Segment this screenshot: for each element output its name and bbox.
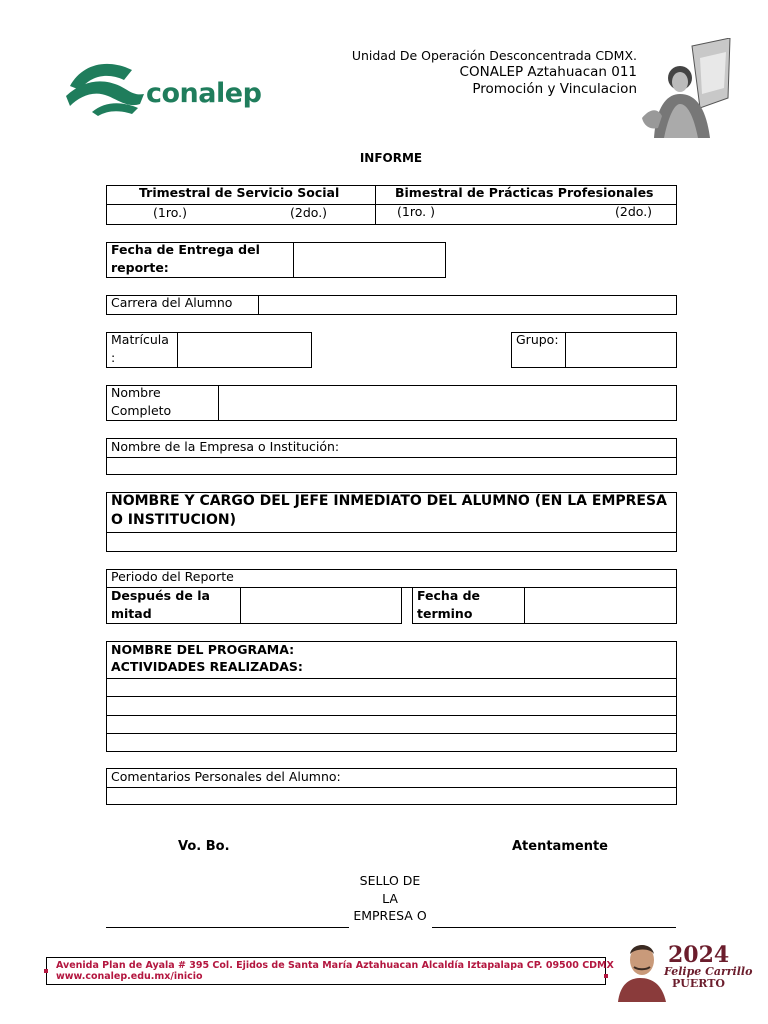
grupo-field[interactable]: [566, 333, 676, 367]
servicio-social-header: Trimestral de Servicio Social: [139, 185, 340, 200]
footer-address: Avenida Plan de Ayala # 395 Col. Ejidos de Santa María Aztahuacan Alcaldía Iztapalapa CP. 09500 CDMX: [56, 960, 614, 971]
jefe-field[interactable]: [107, 533, 676, 551]
practicas-2do-option[interactable]: (2do.): [615, 204, 653, 219]
actividad-line-2[interactable]: [107, 697, 676, 714]
comentarios-field[interactable]: [107, 788, 676, 804]
fecha-entrega-label: Fecha de Entrega del reporte:: [111, 242, 260, 275]
carrera-label: Carrera del Alumno: [111, 295, 233, 310]
footer-website-link[interactable]: www.conalep.edu.mx/inicio: [56, 971, 203, 982]
empresa-field[interactable]: [107, 458, 676, 474]
felipe-carrillo-puerto: PUERTO: [672, 977, 725, 990]
empresa-label: Nombre de la Empresa o Institución:: [111, 439, 340, 454]
actividad-line-3[interactable]: [107, 716, 676, 732]
jefe-label: NOMBRE Y CARGO DEL JEFE INMEDIATO DEL ALUMNO (EN LA EMPRESA O INSTITUCION): [111, 493, 667, 528]
actividad-line-1[interactable]: [107, 679, 676, 695]
header-line-2: CONALEP Aztahuacan 011: [459, 64, 637, 80]
actividad-line-4[interactable]: [107, 734, 676, 751]
sello-text: [320, 872, 460, 925]
document-title: INFORME: [359, 151, 423, 165]
atentamente-label: Atentamente: [512, 839, 608, 854]
programa-label: NOMBRE DEL PROGRAMA:: [111, 642, 295, 657]
nombre-field[interactable]: [219, 386, 676, 420]
felipe-carrillo-portrait: [612, 940, 668, 1002]
practicas-header: Bimestral de Prácticas Profesionales: [395, 185, 654, 200]
comentarios-label: Comentarios Personales del Alumno:: [111, 769, 341, 784]
despues-label: Después de la mitad: [111, 588, 210, 621]
actividades-label: ACTIVIDADES REALIZADAS:: [111, 659, 303, 674]
vobo-signature-line: [106, 927, 349, 928]
header-line-1: Unidad De Operación Desconcentrada CDMX.: [351, 48, 637, 63]
servicio-2do-option[interactable]: (2do.): [290, 205, 328, 220]
sello-line-1: SELLO DE: [359, 873, 421, 888]
servicio-1ro-option[interactable]: (1ro.): [153, 205, 187, 220]
felipe-carrillo-name: Felipe Carrillo: [664, 965, 753, 978]
fecha-termino-label: Fecha de termino: [417, 588, 481, 621]
sello-line-3: EMPRESA O: [353, 908, 427, 923]
carrera-field[interactable]: [259, 296, 676, 314]
despues-field[interactable]: [241, 588, 401, 623]
fecha-termino-field[interactable]: [525, 588, 676, 623]
year-2024: 2024: [668, 942, 730, 968]
fecha-entrega-field[interactable]: [294, 243, 445, 277]
conalep-wordmark: conalep: [146, 78, 262, 109]
historic-figure-flag-image: [640, 38, 734, 138]
periodo-label: Periodo del Reporte: [111, 569, 234, 584]
matricula-field[interactable]: [178, 333, 311, 367]
practicas-1ro-option[interactable]: (1ro. ): [397, 204, 435, 219]
grupo-label: Grupo:: [516, 332, 559, 347]
matricula-label: Matrícula :: [111, 332, 169, 365]
nombre-label: Nombre Completo: [111, 385, 172, 418]
atentamente-signature-line: [432, 927, 676, 928]
header-line-3: Promoción y Vinculacion: [472, 81, 637, 97]
footer-address-block: [56, 960, 614, 982]
sello-line-2: LA: [382, 890, 398, 906]
vobo-label: Vo. Bo.: [178, 839, 230, 854]
